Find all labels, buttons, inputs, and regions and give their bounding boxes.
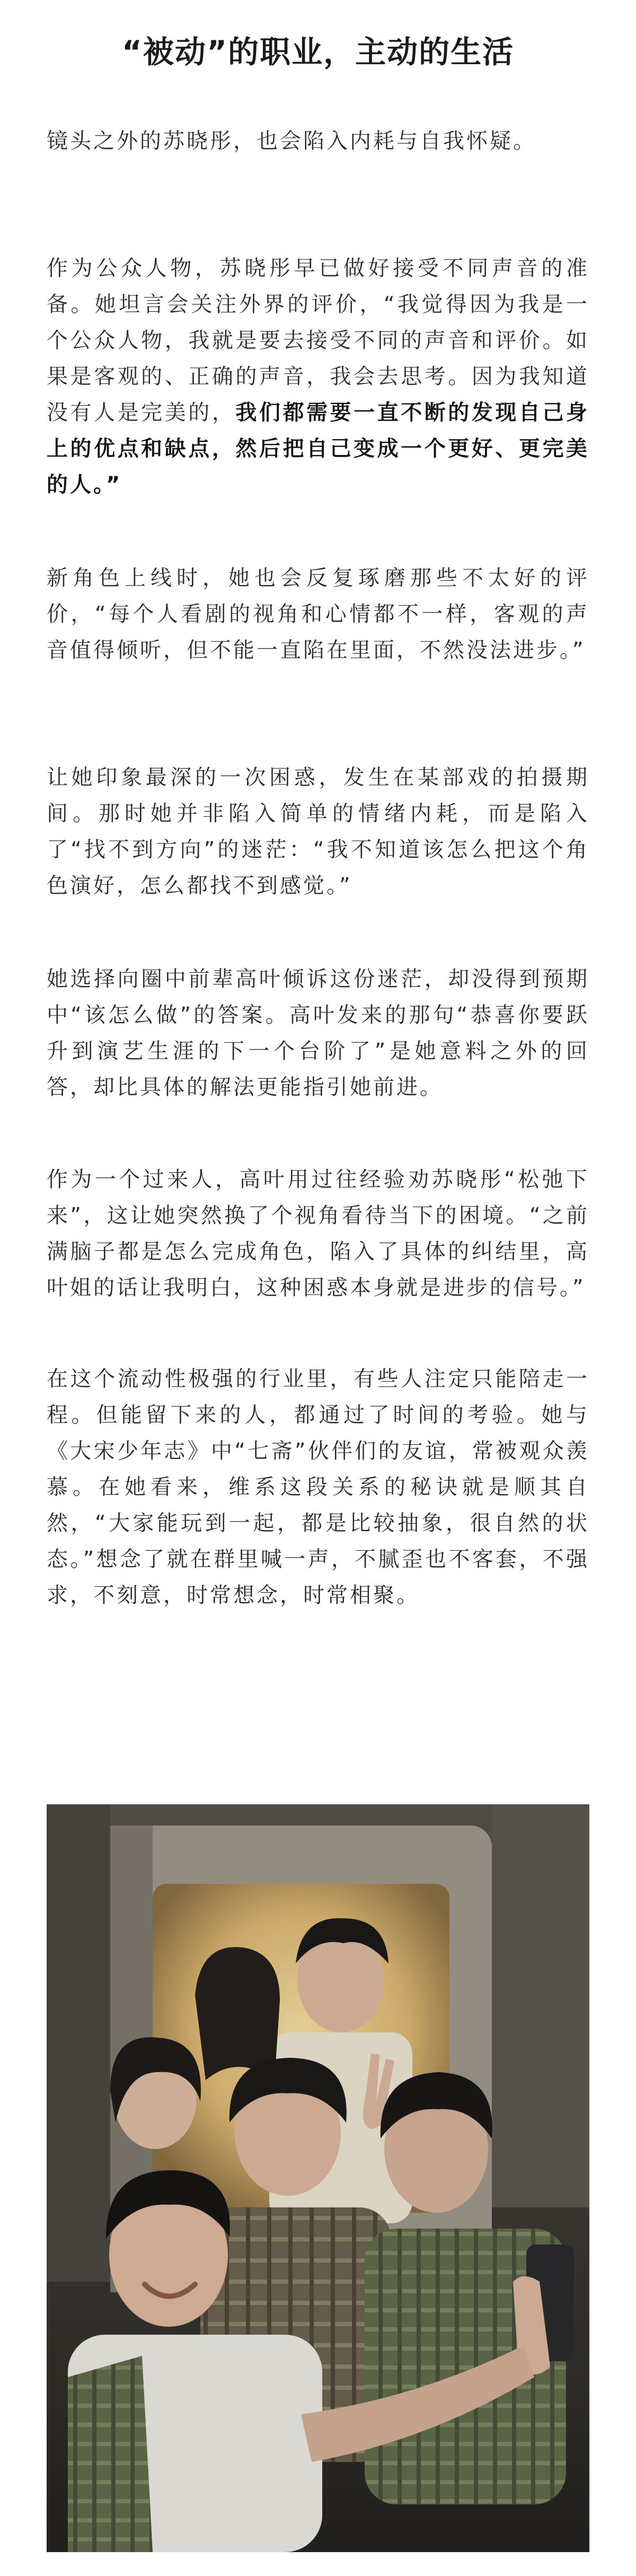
paragraph-1	[47, 123, 589, 159]
paragraph-5-text: 她选择向圈中前辈高叶倾诉这份迷茫，却没得到预期中“该怎么做”的答案。高叶发来的那句“恭喜你要跃升到演艺生涯的下一个台阶了”是她意料之外的回答，却比具体的解法更能指引她前进。	[47, 967, 589, 1099]
group-selfie-photo	[47, 1804, 589, 2552]
paragraph-4-text: 让她印象最深的一次困惑，发生在某部戏的拍摄期间。那时她并非陷入简单的情绪内耗，而是陷入了“找不到方向”的迷茫：“我不知道该怎么把这个角色演好，怎么都找不到感觉。”	[47, 765, 589, 898]
photo-vignette	[47, 1804, 589, 2552]
paragraph-7	[47, 1361, 589, 1613]
paragraph-4	[47, 759, 589, 904]
paragraph-2	[47, 250, 589, 503]
paragraph-2-text: 作为公众人物，苏晓彤早已做好接受不同声音的准备。她坦言会关注外界的评价，“我觉得因为我是一个公众人物，我就是要去接受不同的声音和评价。如果是客观的、正确的声音，我会去思考。因为我知道没有人是完美的，	[47, 256, 589, 425]
group-selfie-illustration	[47, 1804, 589, 2552]
paragraph-1-text: 镜头之外的苏晓彤，也会陷入内耗与自我怀疑。	[47, 129, 536, 153]
paragraph-7-text: 在这个流动性极强的行业里，有些人注定只能陪走一程。但能留下来的人，都通过了时间的考验。她与《大宋少年志》中“七斋”伙伴们的友谊，常被观众羡慕。在她看来，维系这段关系的秘诀就是顺其自然，“大家能玩到一起，都是比较抽象，很自然的状态。”想念了就在群里喊一声，不腻歪也不客套，不强求，不刻意，时常想念，时常相聚。	[47, 1367, 589, 1608]
paragraph-3-text: 新角色上线时，她也会反复琢磨那些不太好的评价，“每个人看剧的视角和心情都不一样，客观的声音值得倾听，但不能一直陷在里面，不然没法进步。”	[47, 566, 589, 662]
article-title: “被动”的职业，主动的生活	[121, 34, 515, 70]
paragraph-6-text: 作为一个过来人，高叶用过往经验劝苏晓彤“松弛下来”，这让她突然换了个视角看待当下的困境。“之前满脑子都是怎么完成角色，陷入了具体的纠结里，高叶姐的话让我明白，这种困惑本身就是进步的信号。”	[47, 1167, 589, 1300]
paragraph-6	[47, 1162, 589, 1306]
paragraph-3	[47, 560, 589, 668]
paragraph-2-bold-text: 我们都需要一直不断的发现自己身上的优点和缺点，然后把自己变成一个更好、更完美的人。”	[47, 400, 590, 497]
paragraph-5	[47, 961, 589, 1105]
